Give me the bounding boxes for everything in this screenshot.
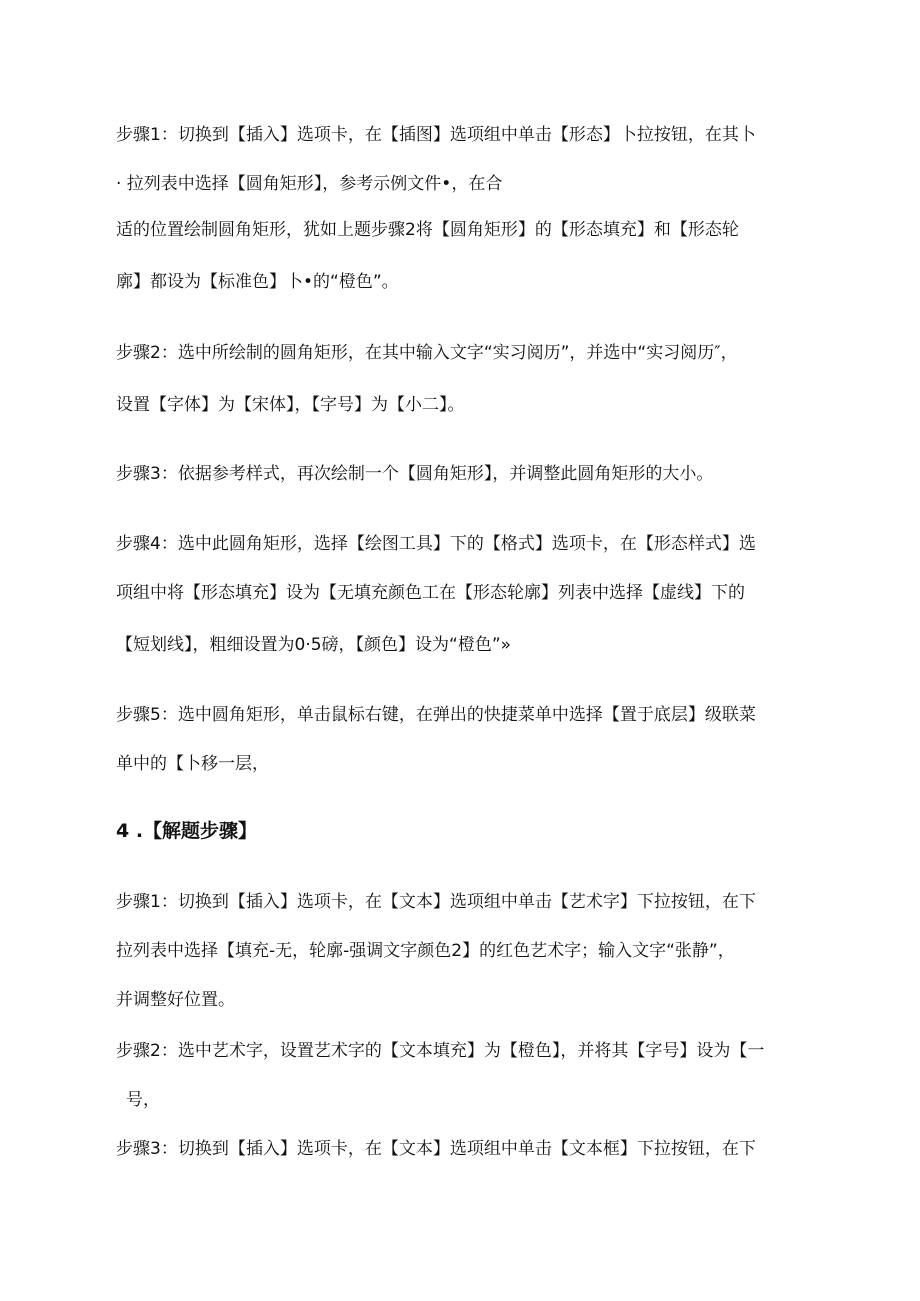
paragraph-line: 步骤5：选中圆角矩形，单击鼠标右键，在弹出的快捷菜单中选择【置于底层】级联菜 (116, 705, 756, 725)
paragraph-line: 步骤3：依据参考样式，再次绘制一个【圆角矩形】，并调整此圆角矩形的大小。 (116, 464, 714, 484)
paragraph-line: · 拉列表中选择【圆角矩形】，参考示例文件•，在合 (116, 174, 503, 194)
paragraph-line: 廓】都设为【标准色】卜•的“橙色”。 (116, 272, 399, 292)
paragraph-line: 步骤2：选中艺术字，设置艺术字的【文本填充】为【橙色】，并将其【字号】设为【一 (116, 1041, 765, 1061)
paragraph-line: 步骤2：选中所绘制的圆角矩形，在其中输入文字“实习阅历”，并选中“实习阅历″， (116, 343, 738, 363)
paragraph-line: 步骤4：选中此圆角矩形，选择【绘图工具】下的【格式】选项卡，在【形态样式】选 (116, 534, 756, 554)
paragraph-line: 单中的【卜移一层， (116, 754, 269, 774)
section-heading: 4 .【解题步骤】 (116, 820, 258, 842)
paragraph-line: 适的位置绘制圆角矩形，犹如上题步骤2将【圆角矩形】的【形态填充】和【形态轮 (116, 220, 739, 240)
paragraph-line: 步骤1：切换到【插入】选项卡，在【插图】选项组中单击【形态】卜拉按钮，在其卜 (116, 125, 756, 145)
paragraph-line: 并调整好位置。 (116, 990, 235, 1010)
paragraph-line: 号， (126, 1090, 160, 1110)
paragraph-line: 拉列表中选择【填充-无，轮廓-强调文字颜色2】的红色艺术字；输入文字“张静”， (116, 941, 735, 961)
paragraph-line: 【短划线】，粗细设置为0·5磅，【颜色】设为“橙色”» (116, 635, 512, 655)
paragraph-line: 步骤1：切换到【插入】选项卡，在【文本】选项组中单击【艺术字】下拉按钮，在下 (116, 892, 756, 912)
paragraph-line: 设置【字体】为【宋体】，【字号】为【小二】。 (116, 395, 465, 415)
paragraph-line: 项组中将【形态填充】设为【无填充颜色工在【形态轮廓】列表中选择【虚线】下的 (116, 583, 745, 603)
paragraph-line: 步骤3：切换到【插入】选项卡，在【文本】选项组中单击【文本框】下拉按钮，在下 (116, 1139, 756, 1159)
